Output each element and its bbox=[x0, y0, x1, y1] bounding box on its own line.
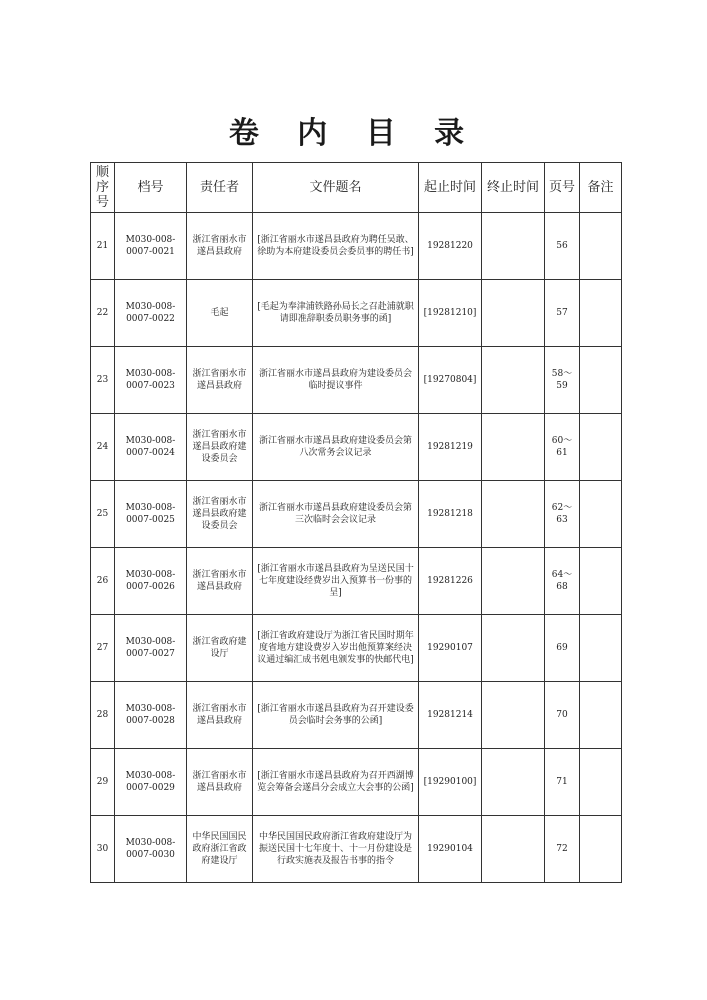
header-start-time: 起止时间 bbox=[419, 163, 482, 213]
row-remarks bbox=[580, 548, 622, 615]
row-responsible: 浙江省丽水市遂昌县政府建设委员会 bbox=[187, 481, 253, 548]
row-remarks bbox=[580, 280, 622, 347]
header-row bbox=[91, 163, 622, 213]
row-seq: 27 bbox=[91, 615, 115, 682]
catalog-table bbox=[90, 162, 622, 883]
row-page-no: 60～61 bbox=[545, 414, 580, 481]
row-seq: 28 bbox=[91, 682, 115, 749]
row-start-time: 19290104 bbox=[419, 816, 482, 883]
row-end-time bbox=[482, 347, 545, 414]
header-page-no: 页号 bbox=[545, 163, 580, 213]
row-responsible: 浙江省丽水市遂昌县政府 bbox=[187, 749, 253, 816]
row-responsible: 浙江省丽水市遂昌县政府 bbox=[187, 548, 253, 615]
table-row bbox=[91, 414, 622, 481]
row-page-no: 69 bbox=[545, 615, 580, 682]
row-remarks bbox=[580, 749, 622, 816]
row-archive-no: M030-008-0007-0022 bbox=[115, 280, 187, 347]
row-page-no: 62～63 bbox=[545, 481, 580, 548]
row-file-title: 中华民国国民政府浙江省政府建设厅为振送民国十七年度十、十一月份建设是行政实施表及报告书事的指令 bbox=[253, 816, 419, 883]
row-archive-no: M030-008-0007-0021 bbox=[115, 213, 187, 280]
row-responsible: 毛起 bbox=[187, 280, 253, 347]
row-seq: 22 bbox=[91, 280, 115, 347]
row-start-time: 19281219 bbox=[419, 414, 482, 481]
row-start-time: [19270804] bbox=[419, 347, 482, 414]
row-start-time: 19281218 bbox=[419, 481, 482, 548]
table-row bbox=[91, 481, 622, 548]
row-archive-no: M030-008-0007-0030 bbox=[115, 816, 187, 883]
row-seq: 21 bbox=[91, 213, 115, 280]
row-responsible: 中华民国国民政府浙江省政府建设厅 bbox=[187, 816, 253, 883]
row-seq: 25 bbox=[91, 481, 115, 548]
row-remarks bbox=[580, 213, 622, 280]
row-responsible: 浙江省丽水市遂昌县政府建设委员会 bbox=[187, 414, 253, 481]
row-end-time bbox=[482, 816, 545, 883]
row-end-time bbox=[482, 682, 545, 749]
row-seq: 30 bbox=[91, 816, 115, 883]
row-file-title: 浙江省丽水市遂昌县政府建设委员会第三次临时会会议记录 bbox=[253, 481, 419, 548]
row-remarks bbox=[580, 816, 622, 883]
table-row bbox=[91, 213, 622, 280]
header-seq: 顺序号 bbox=[91, 163, 115, 213]
row-end-time bbox=[482, 414, 545, 481]
header-remarks: 备注 bbox=[580, 163, 622, 213]
row-archive-no: M030-008-0007-0026 bbox=[115, 548, 187, 615]
row-page-no: 70 bbox=[545, 682, 580, 749]
row-archive-no: M030-008-0007-0028 bbox=[115, 682, 187, 749]
row-file-title: [浙江省丽水市遂昌县政府为召开建设委员会临时会务事的公函] bbox=[253, 682, 419, 749]
row-responsible: 浙江省丽水市遂昌县政府 bbox=[187, 347, 253, 414]
row-file-title: [浙江省丽水市遂昌县政府为呈送民国十七年度建设经费岁出入预算书一份事的呈] bbox=[253, 548, 419, 615]
header-responsible: 责任者 bbox=[187, 163, 253, 213]
page-title: 卷 内 目 录 bbox=[228, 116, 479, 151]
row-end-time bbox=[482, 615, 545, 682]
table-row bbox=[91, 816, 622, 883]
row-end-time bbox=[482, 213, 545, 280]
row-archive-no: M030-008-0007-0024 bbox=[115, 414, 187, 481]
table-row bbox=[91, 347, 622, 414]
row-file-title: 浙江省丽水市遂昌县政府为建设委员会临时提议事件 bbox=[253, 347, 419, 414]
row-archive-no: M030-008-0007-0023 bbox=[115, 347, 187, 414]
table-row bbox=[91, 749, 622, 816]
header-file-title: 文件题名 bbox=[253, 163, 419, 213]
row-remarks bbox=[580, 414, 622, 481]
row-file-title: [毛起为奉津浦铁路孙局长之召赴浦就职请即准辞职委员职务事的函] bbox=[253, 280, 419, 347]
row-remarks bbox=[580, 682, 622, 749]
row-page-no: 58～59 bbox=[545, 347, 580, 414]
row-responsible: 浙江省政府建设厅 bbox=[187, 615, 253, 682]
row-end-time bbox=[482, 280, 545, 347]
row-start-time: [19290100] bbox=[419, 749, 482, 816]
row-remarks bbox=[580, 615, 622, 682]
row-end-time bbox=[482, 481, 545, 548]
row-remarks bbox=[580, 481, 622, 548]
row-seq: 23 bbox=[91, 347, 115, 414]
row-remarks bbox=[580, 347, 622, 414]
table-row bbox=[91, 615, 622, 682]
row-archive-no: M030-008-0007-0025 bbox=[115, 481, 187, 548]
table-row bbox=[91, 280, 622, 347]
row-seq: 24 bbox=[91, 414, 115, 481]
row-archive-no: M030-008-0007-0029 bbox=[115, 749, 187, 816]
row-archive-no: M030-008-0007-0027 bbox=[115, 615, 187, 682]
row-page-no: 71 bbox=[545, 749, 580, 816]
row-page-no: 72 bbox=[545, 816, 580, 883]
row-seq: 29 bbox=[91, 749, 115, 816]
row-start-time: 19281214 bbox=[419, 682, 482, 749]
table-row bbox=[91, 682, 622, 749]
table-row bbox=[91, 548, 622, 615]
row-responsible: 浙江省丽水市遂昌县政府 bbox=[187, 682, 253, 749]
row-file-title: [浙江省丽水市遂昌县政府为聘任吴敢、徐助为本府建设委员会委员事的聘任书] bbox=[253, 213, 419, 280]
row-page-no: 56 bbox=[545, 213, 580, 280]
row-start-time: 19281226 bbox=[419, 548, 482, 615]
row-file-title: [浙江省丽水市遂昌县政府为召开西湖博览会筹备会遂昌分会成立大会事的公函] bbox=[253, 749, 419, 816]
row-page-no: 57 bbox=[545, 280, 580, 347]
row-start-time: 19281220 bbox=[419, 213, 482, 280]
row-seq: 26 bbox=[91, 548, 115, 615]
row-responsible: 浙江省丽水市遂昌县政府 bbox=[187, 213, 253, 280]
row-page-no: 64～68 bbox=[545, 548, 580, 615]
row-file-title: [浙江省政府建设厅为浙江省民国时期年度省地方建设费岁入岁出他预算案经决议通过编汇成书剋电颁发事的快邮代电] bbox=[253, 615, 419, 682]
row-start-time: [19281210] bbox=[419, 280, 482, 347]
row-end-time bbox=[482, 548, 545, 615]
header-archive-no: 档号 bbox=[115, 163, 187, 213]
row-end-time bbox=[482, 749, 545, 816]
row-file-title: 浙江省丽水市遂昌县政府建设委员会第八次常务会议记录 bbox=[253, 414, 419, 481]
header-end-time: 终止时间 bbox=[482, 163, 545, 213]
row-start-time: 19290107 bbox=[419, 615, 482, 682]
